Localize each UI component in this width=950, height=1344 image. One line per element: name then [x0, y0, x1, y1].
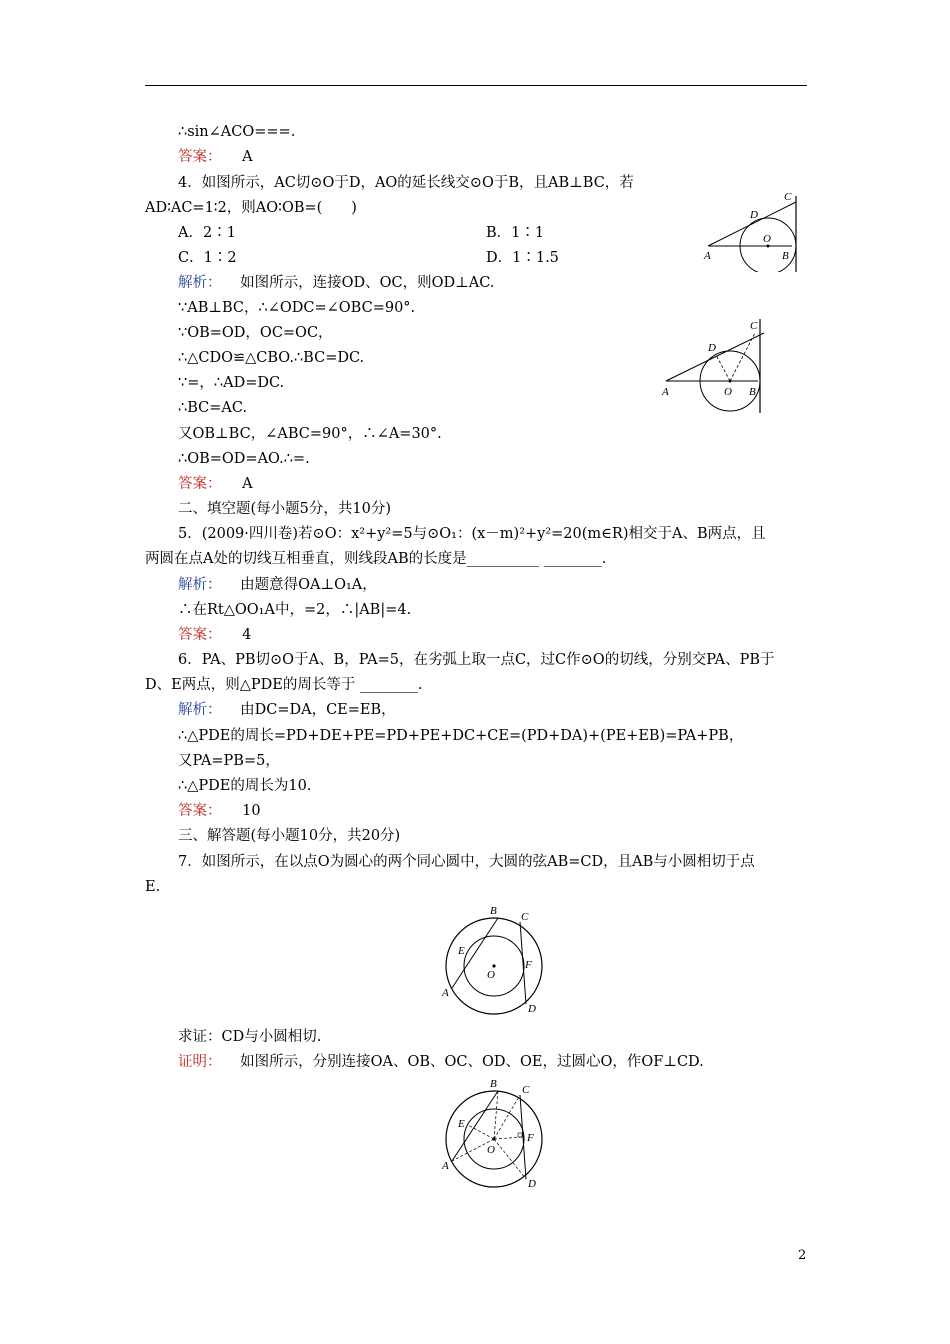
label-b: B	[490, 905, 497, 917]
solution-5-line1	[178, 575, 377, 595]
label-c: C	[750, 320, 758, 332]
solution-text: 由题意得OA⊥O₁A，	[240, 577, 377, 593]
q6-line2: D、E两点，则△PDE的周长等于 ________.	[145, 677, 423, 693]
solution-label: 解析：	[178, 577, 222, 593]
label-a: A	[662, 386, 669, 398]
q4-option-a: A．2∶1	[178, 225, 236, 241]
label-d: D	[708, 342, 716, 354]
solution-text: 如图所示，连接OD、OC，则OD⊥AC.	[240, 275, 495, 291]
answer-label: 答案：	[178, 476, 222, 492]
label-o: O	[724, 386, 732, 398]
answer-label: 答案：	[178, 627, 222, 643]
solution-4-line3: ∵OB=OD，OC=OC，	[178, 325, 333, 341]
answer-6	[178, 801, 261, 821]
solution-label: 解析：	[178, 275, 222, 291]
answer-value: A	[242, 149, 253, 165]
label-o: O	[487, 969, 495, 981]
label-b: B	[749, 386, 756, 398]
solution-4-line2: ∵AB⊥BC，∴∠ODC=∠OBC=90°.	[178, 300, 416, 316]
label-b: B	[782, 250, 789, 262]
label-d: D	[750, 209, 758, 221]
answer-1	[178, 147, 253, 167]
label-c: C	[784, 191, 792, 203]
answer-4	[178, 474, 253, 494]
answer-value: 4	[242, 627, 252, 643]
label-a: A	[442, 1160, 449, 1172]
section-2-heading: 二、填空题(每小题5分，共10分)	[178, 501, 391, 517]
solution-4-line1	[178, 273, 494, 293]
label-e: E	[458, 1118, 465, 1130]
figure-q7-proof	[432, 1075, 552, 1195]
q4-option-d: D．1∶1.5	[486, 250, 559, 266]
label-e: E	[458, 945, 465, 957]
label-d: D	[528, 1003, 536, 1015]
proof-text: 如图所示，分别连接OA、OB、OC、OD、OE，过圆心O，作OF⊥CD.	[240, 1054, 704, 1070]
solution-4-line6: ∴BC=AC.	[178, 400, 248, 416]
label-f: F	[525, 959, 532, 971]
label-a: A	[704, 250, 711, 262]
answer-value: A	[242, 476, 253, 492]
solution-6-line1	[178, 700, 396, 720]
q7-line2: E.	[145, 879, 161, 895]
proof-7-line1	[178, 1052, 704, 1072]
solution-5-line2: ∴在Rt△OO₁A中，=2，∴|AB|=4.	[178, 602, 412, 618]
solution-4-line8: ∴OB=OD=AO.∴=.	[178, 451, 310, 467]
label-f: F	[527, 1132, 534, 1144]
q4-line2: AD∶AC=1∶2，则AO∶OB=( )	[145, 200, 357, 216]
q4-option-c: C．1∶2	[178, 250, 237, 266]
figure-q4	[700, 188, 810, 272]
solution-4-line5: ∵=，∴AD=DC.	[178, 375, 285, 391]
q5-line2: 两圆在点A处的切线互相垂直，则线段AB的长度是__________ ________.	[145, 551, 607, 567]
figure-q7	[432, 900, 552, 1020]
label-c: C	[522, 1084, 530, 1096]
solution-6-line2: ∴△PDE的周长=PD+DE+PE=PD+PE+DC+CE=(PD+DA)+(PE+EB)=PA+PB，	[178, 728, 744, 744]
label-b: B	[490, 1078, 497, 1090]
line-sin: ∴sin∠ACO===.	[178, 124, 296, 140]
label-o: O	[763, 233, 771, 245]
label-o: O	[487, 1144, 495, 1156]
q7-prove: 求证：CD与小圆相切.	[178, 1029, 322, 1045]
solution-4-line7: 又OB⊥BC，∠ABC=90°，∴∠A=30°.	[178, 426, 442, 442]
q5-line1: 5．(2009·四川卷)若⊙O：x²+y²=5与⊙O₁：(x－m)²+y²=20(m∈R)相交于A、B两点，且	[178, 526, 766, 542]
proof-label: 证明：	[178, 1054, 222, 1070]
solution-4-line4: ∴△CDO≌△CBO.∴BC=DC.	[178, 350, 365, 366]
q6-line1: 6．PA、PB切⊙O于A、B，PA=5，在劣弧上取一点C，过C作⊙O的切线，分别交PA、PB于	[178, 652, 775, 668]
page-number: 2	[798, 1248, 807, 1263]
q7-line1: 7．如图所示，在以点O为圆心的两个同心圆中，大圆的弦AB=CD，且AB与小圆相切于点	[178, 854, 755, 870]
q4-option-b: B．1∶1	[486, 225, 545, 241]
label-a: A	[442, 987, 449, 999]
figure-q4-solution	[658, 315, 773, 415]
solution-6-line3: 又PA=PB=5，	[178, 753, 280, 769]
answer-label: 答案：	[178, 803, 222, 819]
section-3-heading: 三、解答题(每小题10分，共20分)	[178, 828, 401, 844]
solution-6-line4: ∴△PDE的周长为10.	[178, 778, 312, 794]
solution-text: 由DC=DA，CE=EB，	[240, 702, 396, 718]
label-d: D	[528, 1178, 536, 1190]
label-c: C	[521, 911, 529, 923]
q4-line1: 4．如图所示，AC切⊙O于D，AO的延长线交⊙O于B，且AB⊥BC，若	[178, 175, 634, 191]
answer-5	[178, 625, 251, 645]
answer-label: 答案：	[178, 149, 222, 165]
header-rule	[145, 85, 807, 86]
answer-value: 10	[242, 803, 261, 819]
solution-label: 解析：	[178, 702, 222, 718]
